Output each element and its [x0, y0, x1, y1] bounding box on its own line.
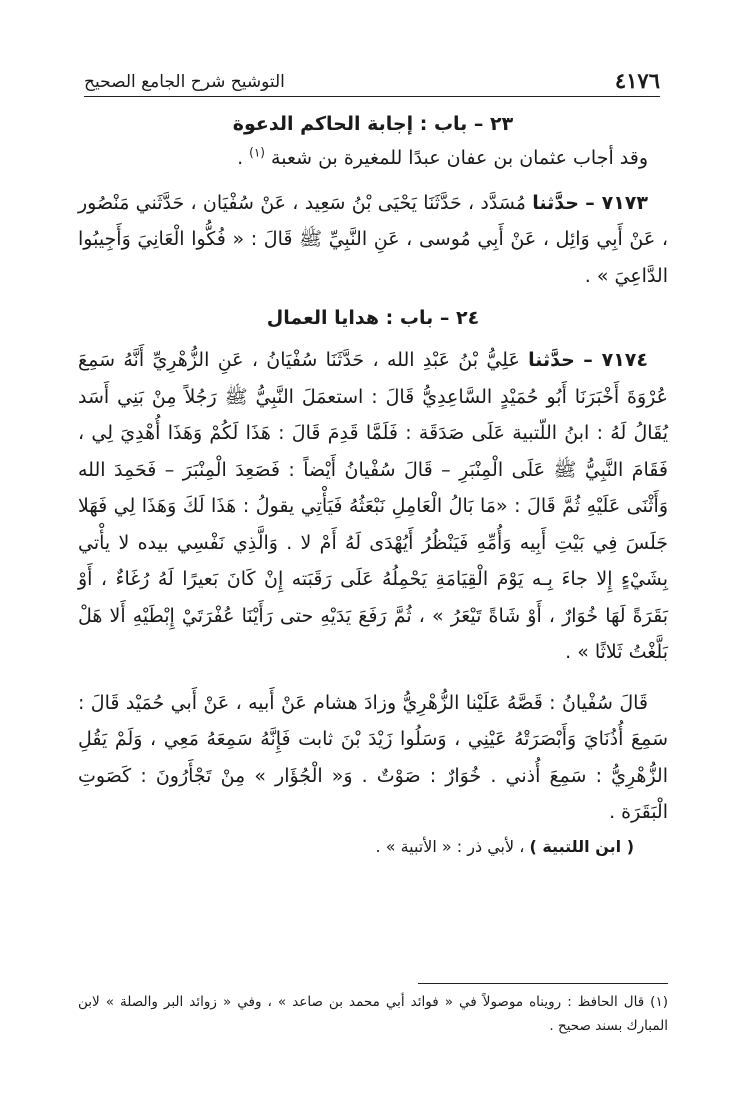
chapter-23-intro — [78, 140, 668, 177]
book-title: التوشيح شرح الجامع الصحيح — [84, 72, 285, 92]
hadith-7173-text: مُسَدَّد ، حَدَّثَنَا يَحْيَى بْنُ سَعِيد ، عَنْ سُفْيَان ، حَدَّثَني مَنْصُور ، عَنْ أَبِي وَائِل ، عَنْ أَبِي مُوسى ، عَنِ النَّبِيِّ ﷺ قَالَ : « فُكُّوا الْعَانِيَ وَأَجِيبُوا الدَّاعِيَ » . — [78, 191, 668, 287]
variant-note — [78, 831, 668, 863]
chapter-24-heading: ٢٤ – باب : هدايا العمال — [266, 307, 480, 329]
running-header — [84, 62, 660, 97]
hadith-7173-lead: حدَّثنا — [532, 191, 579, 214]
page-number: ٤١٧٦ — [614, 68, 660, 93]
commentary-paragraph: قَالَ سُفْيانُ : قَصَّهُ عَلَيْنا الزُّهْرِيُّ وزادَ هشام عَنْ أَبيه ، عَنْ أَبي حُمَيْد قَالَ : سَمِعَ أُذُنَايَ وَأَبْصَرَتْهُ عَيْنِي ، وَسَلُوا زَيْدَ بْنَ ثابت فَإِنَّهُ سَمِعَهُ مَعِي ، وَلَمْ يَقُلِ الزُّهْرِيُّ : سَمِعَ أُذني . خُوَارٌ : صَوْتٌ . وَ« الْجُؤَار » مِنْ تَجْأَرُونَ : كَصَوتِ الْبَقَرَة . — [78, 691, 668, 823]
footnote-1: (١) قال الحافظ : رويناه موصولاً في « فوائد أبي محمد بن صاعد » ، وفي « زوائد البر والصلة » لابن المبارك بسند صحيح . — [78, 994, 668, 1034]
chapter-23-heading: ٢٣ – باب : إجابة الحاكم الدعوة — [232, 113, 514, 135]
main-text — [78, 108, 668, 863]
chapter-23-intro-end: . — [237, 147, 244, 169]
variant-note-text: ، لأبي ذر : « الأتبية » . — [375, 836, 525, 856]
hadith-7173-number: ٧١٧٣ – — [585, 191, 648, 214]
hadith-7174-text: عَلِيُّ بْنُ عَبْدِ الله ، حَدَّثَنَا سُفْيَانُ ، عَنِ الزُّهْرِيِّ أَنَّهُ سَمِعَ عُرْوَةَ أَخْبَرَنَا أَبُو حُمَيْدٍ السَّاعِدِيُّ قَالَ : استعمَلَ النَّبِيُّ ﷺ رَجُلاً مِنْ بَنِي أَسَد يُقَالُ لَهُ : ابنُ اللّتبية عَلَى صَدَقَة : فَلَمَّا قَدِمَ قَالَ : هَذَا لَكُمْ وَهَذَا أُهْدِيَ لِي ، فَقَامَ النَّبِيُّ ﷺ عَلَى الْمِنْبَرِ – قَالَ سُفْيانُ أَيْضاً : فَصَعِدَ الْمِنْبَرَ – فَحَمِدَ الله وَأَثْنَى عَلَيْهِ ثُمَّ قَالَ : «مَا بَالُ الْعَامِلِ نَبْعَثُهُ فَيَأْتِي يقولُ : هَذَا لَكَ وَهَذَا لِي فَهَلا جَلَسَ فِي بَيْتِ أَبِيه وَأُمِّهِ فَيَنْظُرُ أَيُهْدَى لَهُ أَمْ لا . وَالَّذِي نَفْسِي بيده لا يأْتي بِشَيْءٍ إِلا جاءَ بِـه يَوْمَ الْقِيَامَةِ يَحْمِلُهُ عَلَى رَقَبَته إِنْ كَانَ بَعيرًا لَهُ رُغَاءٌ ، أَوْ بَقَرَةً لَهَا خُوَارٌ ، أَوْ شَاةً تَيْعَرُ » ، ثُمَّ رَفَعَ يَدَيْهِ حتى رَأَيْنَا عُفْرَتَيْ إِبْطَيْهِ أَلا هَلْ بَلَّغْتُ ثَلاثًا » . — [78, 349, 668, 663]
hadith-7174-number: ٧١٧٤ – — [583, 349, 648, 371]
hadith-7173 — [78, 185, 668, 295]
hadith-7174 — [78, 342, 668, 671]
variant-note-lead: ( ابن اللتبية ) — [529, 836, 634, 856]
footnote-divider — [418, 983, 668, 984]
chapter-23-intro-text: وقد أجاب عثمان بن عفان عبدًا للمغيرة بن شعبة — [271, 147, 648, 169]
footnote-ref-1: (١) — [249, 145, 265, 160]
hadith-7174-lead: حدَّثنا — [528, 349, 575, 371]
